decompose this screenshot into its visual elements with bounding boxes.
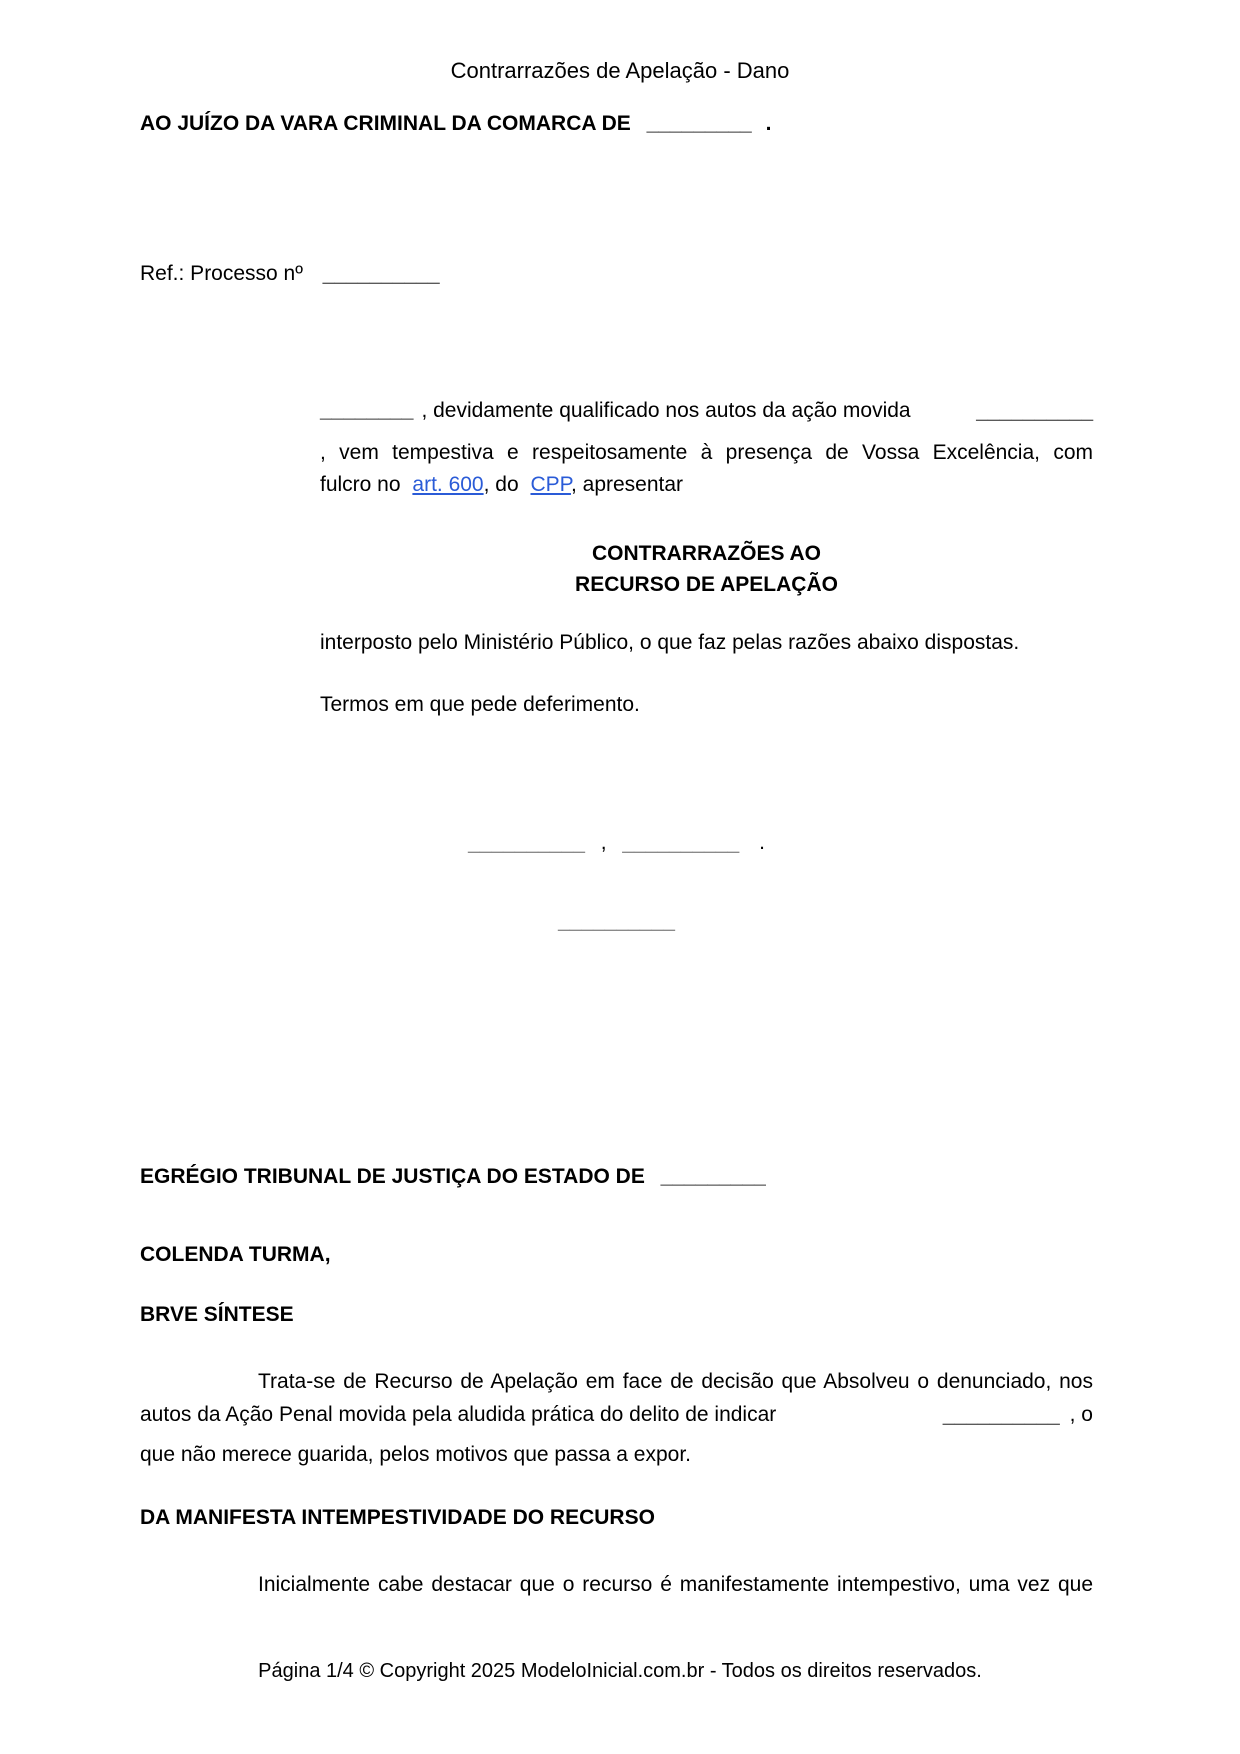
- ref-line: [140, 262, 1093, 286]
- date-comma: ,: [600, 831, 607, 854]
- page-title: Contrarrazões de Apelação - Dano: [450, 58, 790, 83]
- do-text: , do: [483, 473, 519, 496]
- place-blank: __________: [468, 831, 585, 854]
- interposto-paragraph: interposto pelo Ministério Público, o que faz pelas razões abaixo dispostas.: [320, 631, 1020, 654]
- court-heading-text: EGRÉGIO TRIBUNAL DE JUSTIÇA DO ESTADO DE: [140, 1165, 645, 1188]
- apresentar-text: , apresentar: [570, 473, 684, 496]
- signature-blank: __________: [558, 909, 675, 932]
- party-blank: ________: [320, 399, 414, 422]
- date-blank: __________: [622, 831, 740, 854]
- colenda-heading: COLENDA TURMA,: [140, 1243, 331, 1266]
- inicialmente-paragraph: Inicialmente cabe destacar que o recurso é manifestamente intempestivo, uma vez que: [258, 1573, 1093, 1596]
- party-intro-text: , devidamente qualificado nos autos da ação movida: [421, 399, 911, 422]
- tratase-line2: [140, 1403, 1093, 1427]
- comarca-blank: _________: [646, 112, 752, 135]
- fulcro-text: fulcro no: [320, 473, 401, 496]
- sintese-heading: BRVE SÍNTESE: [140, 1303, 294, 1326]
- party-paragraph-line2: , vem tempestiva e respeitosamente à presença de Vossa Excelência, com: [320, 441, 1093, 464]
- termos-paragraph: Termos em que pede deferimento.: [320, 693, 640, 716]
- cpp-link[interactable]: CPP: [530, 473, 571, 496]
- acao-movida-blank: __________: [976, 399, 1093, 422]
- addressee-text: AO JUÍZO DA VARA CRIMINAL DA COMARCA DE: [140, 112, 631, 135]
- intempestividade-heading: DA MANIFESTA INTEMPESTIVIDADE DO RECURSO: [140, 1506, 655, 1529]
- processo-blank: __________: [322, 262, 440, 285]
- petition-heading-line1: CONTRARRAZÕES AO: [591, 542, 822, 565]
- addressee-heading: [140, 112, 1093, 136]
- party-paragraph-line1: [320, 399, 1093, 423]
- tratase-line2-text: autos da Ação Penal movida pela aludida prática do delito de indicar: [140, 1403, 777, 1426]
- page-footer: Página 1/4 © Copyright 2025 ModeloInicial.com.br - Todos os direitos reservados.: [258, 1660, 982, 1682]
- tratase-line3: que não merece guarida, pelos motivos que passa a expor.: [140, 1443, 692, 1466]
- party-line-left: [320, 399, 911, 423]
- tratase-line2-right: [943, 1403, 1093, 1427]
- date-period: .: [759, 831, 765, 854]
- estado-blank: _________: [660, 1165, 766, 1188]
- tratase-line2-tail: , o: [1069, 1403, 1093, 1426]
- place-date-line: [140, 831, 1093, 855]
- petition-heading-line2: RECURSO DE APELAÇÃO: [575, 573, 838, 596]
- ref-label: Ref.: Processo nº: [140, 262, 303, 285]
- party-paragraph-line3: [320, 473, 1093, 497]
- court-heading: [140, 1165, 1093, 1189]
- tratase-line1: Trata-se de Recurso de Apelação em face de decisão que Absolveu o denunciado, nos: [258, 1370, 1093, 1393]
- addressee-period: .: [765, 112, 772, 135]
- delito-blank: __________: [942, 1403, 1060, 1426]
- art-600-link[interactable]: art. 600: [412, 473, 484, 496]
- signature-line: [140, 909, 1093, 933]
